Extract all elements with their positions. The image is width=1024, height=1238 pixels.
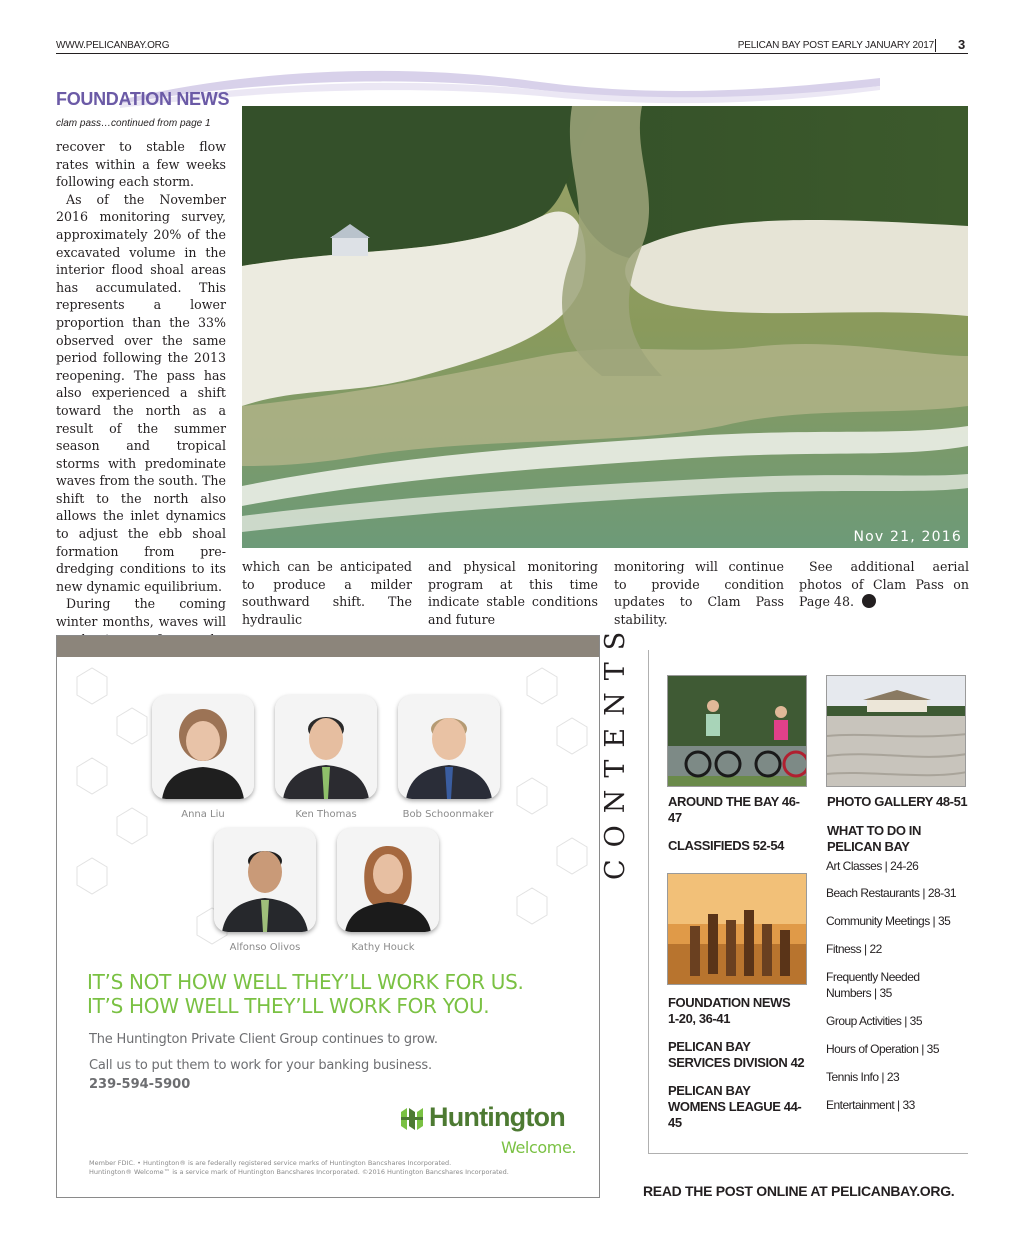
person-name: Ken Thomas <box>295 809 357 820</box>
contents-subentry[interactable]: Community Meetings | 35 <box>826 914 951 928</box>
article-column-4 <box>614 558 784 628</box>
read-online-link[interactable]: READ THE POST ONLINE AT PELICANBAY.ORG. <box>643 1183 955 1199</box>
contents-entry[interactable]: AROUND THE BAY 46-47 <box>668 794 800 825</box>
contents-subentry[interactable]: Beach Restaurants | 28-31 <box>826 886 957 900</box>
person-name: Kathy Houck <box>351 942 415 953</box>
contents-entry[interactable]: CLASSIFIEDS 52-54 <box>668 838 785 853</box>
huntington-logo-text: Huntington <box>429 1102 565 1132</box>
person-name: Anna Liu <box>181 809 225 820</box>
ad-body-line-2: Call us to put them to work for your banking business. <box>89 1058 432 1073</box>
article-column-2 <box>242 558 412 628</box>
person-name: Alfonso Olivos <box>229 942 301 953</box>
page-number: 3 <box>958 37 966 52</box>
article-paragraph: As of the November 2016 monitoring survey, approximately 20% of the excavated volume in the interior flood shoal areas has accumulated. This represents a lower proportion than the 33% observed over the same period following the 2013 reopening. The pass has also experienced a shift toward the north as a result of the summer season and tropical storms with predominate waves from the south. The shift to the north also allows the inlet dynamics to adjust the ebb shoal formation from pre-dredging conditions to its new dynamic equilibrium. <box>56 191 226 594</box>
contents-divider-horizontal <box>648 1153 968 1154</box>
contents-divider-vertical <box>648 650 649 1153</box>
contents-entry[interactable]: FOUNDATION NEWS 1-20, 36-41 <box>668 995 791 1026</box>
article-column-1 <box>56 138 226 666</box>
contents-entry[interactable]: PELICAN BAY WOMENS LEAGUE 44-45 <box>668 1083 802 1130</box>
aerial-photo-clam-pass <box>242 106 968 548</box>
contents-subentry[interactable]: Frequently Needed Numbers | 35 <box>826 970 920 1000</box>
header-publication: PELICAN BAY POST EARLY JANUARY 2017 <box>737 40 934 51</box>
person-name: Bob Schoonmaker <box>402 809 494 820</box>
huntington-advertisement[interactable] <box>56 635 600 1198</box>
photo-cyclists <box>667 675 807 787</box>
end-of-story-icon <box>862 594 876 608</box>
ad-fine-print-2: Huntington® Welcome™ is a service mark of Huntington Bancshares Incorporated. ©2016 Huntington Bancshares Incorporated. <box>89 1168 509 1176</box>
section-title: FOUNDATION NEWS <box>56 89 230 109</box>
ad-phone-number[interactable]: 239-594-5900 <box>89 1077 191 1092</box>
article-paragraph: which can be anticipated to produce a milder southward shift. The hydraulic <box>242 559 412 627</box>
portrait-bob-schoonmaker <box>398 695 500 799</box>
article-column-5 <box>799 558 969 611</box>
photo-pilings-sunset <box>667 873 807 985</box>
ad-headline-1: IT’S NOT HOW WELL THEY’LL WORK FOR US. <box>87 970 524 994</box>
huntington-tagline: Welcome. <box>501 1138 577 1157</box>
contents-subentry[interactable]: Tennis Info | 23 <box>826 1070 900 1084</box>
contents-title: CONTENTS <box>600 619 631 880</box>
contents-subentry[interactable]: Group Activities | 35 <box>826 1014 922 1028</box>
portrait-kathy-houck <box>337 828 439 932</box>
header-rule <box>56 53 968 54</box>
ad-top-bar <box>57 636 599 657</box>
continued-kicker: clam pass…continued from page 1 <box>56 118 211 129</box>
article-paragraph: recover to stable flow rates within a few weeks following each storm. <box>56 139 226 190</box>
aerial-photo-graphic <box>242 106 968 548</box>
contents-entry[interactable]: WHAT TO DO IN PELICAN BAY <box>827 823 921 854</box>
decorative-wave <box>120 60 880 110</box>
photo-beach-pavilion <box>826 675 966 787</box>
contents-subentry[interactable]: Fitness | 22 <box>826 942 882 956</box>
contents-subentry[interactable]: Entertainment | 33 <box>826 1098 915 1112</box>
header-separator <box>935 39 936 52</box>
ad-body-line-1: The Huntington Private Client Group continues to grow. <box>89 1032 438 1047</box>
contents-subentry[interactable]: Art Classes | 24-26 <box>826 859 919 873</box>
article-closing-text: See additional aerial photos of Clam Pass on Page 48. <box>799 559 969 610</box>
contents-entry[interactable]: PHOTO GALLERY 48-51 <box>827 794 968 809</box>
article-paragraph: monitoring will continue to provide condition updates to Clam Pass stability. <box>614 559 784 627</box>
huntington-logo-icon <box>399 1106 425 1132</box>
article-paragraph <box>799 558 969 611</box>
ad-fine-print-1: Member FDIC. • Huntington® is are federally registered service marks of Huntington Bancshares Incorporated. <box>89 1159 452 1167</box>
ad-headline-2: IT’S HOW WELL THEY’LL WORK FOR YOU. <box>87 994 490 1018</box>
contents-subentry[interactable]: Hours of Operation | 35 <box>826 1042 940 1056</box>
article-column-3 <box>428 558 598 628</box>
portrait-alfonso-olivos <box>214 828 316 932</box>
article-paragraph: and physical monitoring program at this time indicate stable conditions and future <box>428 559 598 627</box>
photo-date-caption: Nov 21, 2016 <box>853 529 962 545</box>
header-url: WWW.PELICANBAY.ORG <box>56 40 170 51</box>
portrait-anna-liu <box>152 695 254 799</box>
portrait-ken-thomas <box>275 695 377 799</box>
contents-entry[interactable]: PELICAN BAY SERVICES DIVISION 42 <box>668 1039 805 1070</box>
article-paragraph: During the coming winter months, waves will <box>56 596 226 630</box>
